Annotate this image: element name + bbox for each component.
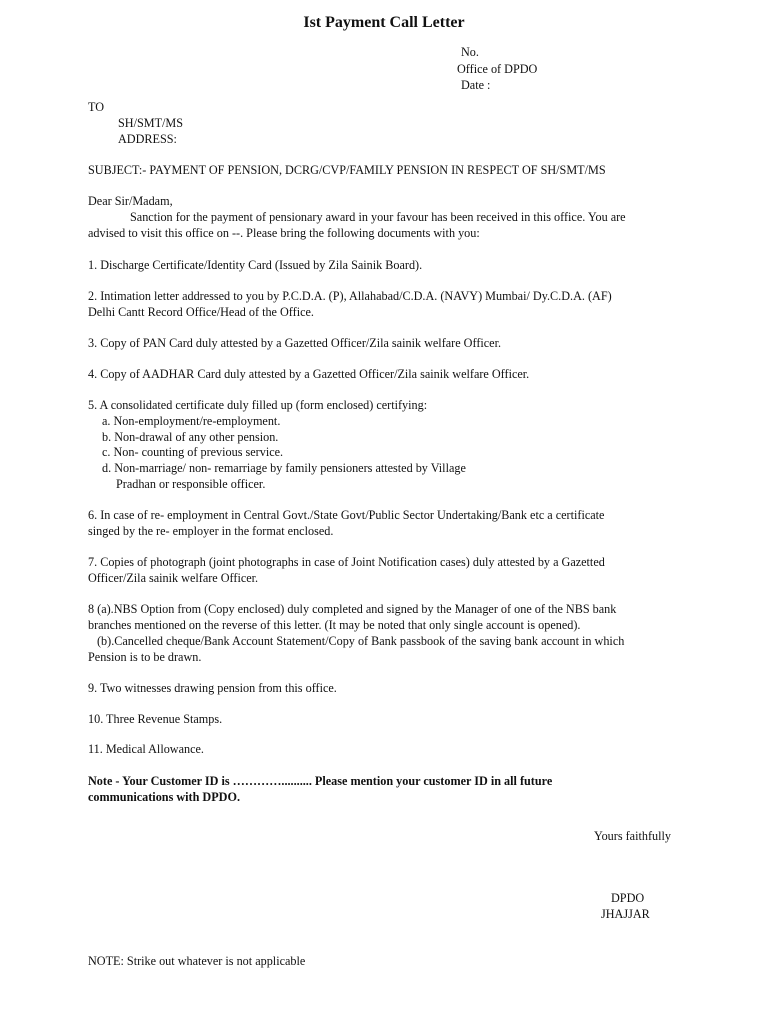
list-item-10: 10. Three Revenue Stamps. [88,712,223,726]
list-item-1: 1. Discharge Certificate/Identity Card (Issued by Zila Sainik Board). [88,258,423,272]
recipient-name: SH/SMT/MS [118,116,184,130]
list-item-5a: a. Non-employment/re-employment. [102,414,281,428]
letter-date: Date : [461,78,491,92]
list-item-5b: b. Non-drawal of any other pension. [102,430,279,444]
list-item-4: 4. Copy of AADHAR Card duly attested by a Gazetted Officer/Zila sainik welfare Officer. [88,367,530,381]
list-item-5c: c. Non- counting of previous service. [102,445,284,459]
to-label: TO [88,100,105,114]
list-item-6-line-1: 6. In case of re- employment in Central Govt./State Govt/Public Sector Undertaking/Bank etc a certificate [88,508,605,522]
page-title: Ist Payment Call Letter [303,14,465,31]
signature-title: DPDO [611,891,645,905]
list-item-5: 5. A consolidated certificate duly filled up (form enclosed) certifying: [88,398,428,412]
list-item-3: 3. Copy of PAN Card duly attested by a Gazetted Officer/Zila sainik welfare Officer. [88,336,502,350]
list-item-8-line-4: Pension is to be drawn. [88,650,202,664]
list-item-5d: d. Non-marriage/ non- remarriage by family pensioners attested by Village [102,461,466,475]
list-item-11: 11. Medical Allowance. [88,742,204,756]
list-item-2-line-2: Delhi Cantt Record Office/Head of the Office. [88,305,314,319]
list-item-7-line-1: 7. Copies of photograph (joint photographs in case of Joint Notification cases) duly attested by a Gazetted [88,555,605,569]
list-item-2-line-1: 2. Intimation letter addressed to you by P.C.D.A. (P), Allahabad/C.D.A. (NAVY) Mumbai/ Dy.C.D.A. (AF) [88,289,612,303]
customer-id-note-line-1: Note - Your Customer ID is ………….......... Please mention your customer ID in all future [88,774,553,788]
letter-number: No. [461,45,479,59]
salutation: Dear Sir/Madam, [88,194,173,208]
list-item-8-line-3: (b).Cancelled cheque/Bank Account Statement/Copy of Bank passbook of the saving bank account in which [97,634,625,648]
list-item-9: 9. Two witnesses drawing pension from this office. [88,681,337,695]
subject-line: SUBJECT:- PAYMENT OF PENSION, DCRG/CVP/FAMILY PENSION IN RESPECT OF SH/SMT/MS [88,163,606,177]
intro-line-1: Sanction for the payment of pensionary award in your favour has been received in this office. You are [130,210,626,224]
signature-location: JHAJJAR [601,907,650,921]
closing: Yours faithfully [594,829,671,843]
list-item-5d-cont: Pradhan or responsible officer. [116,477,266,491]
list-item-8-line-2: branches mentioned on the reverse of this letter. (It may be noted that only single account is opened). [88,618,581,632]
footnote: NOTE: Strike out whatever is not applicable [88,954,306,968]
list-item-6-line-2: singed by the re- employer in the format enclosed. [88,524,334,538]
customer-id-note-line-2: communications with DPDO. [88,790,241,804]
intro-line-2: advised to visit this office on --. Please bring the following documents with you: [88,226,480,240]
recipient-address: ADDRESS: [118,132,177,146]
list-item-8-line-1: 8 (a).NBS Option from (Copy enclosed) duly completed and signed by the Manager of one of the NBS bank [88,602,617,616]
list-item-7-line-2: Officer/Zila sainik welfare Officer. [88,571,259,585]
office-name: Office of DPDO [457,62,538,76]
